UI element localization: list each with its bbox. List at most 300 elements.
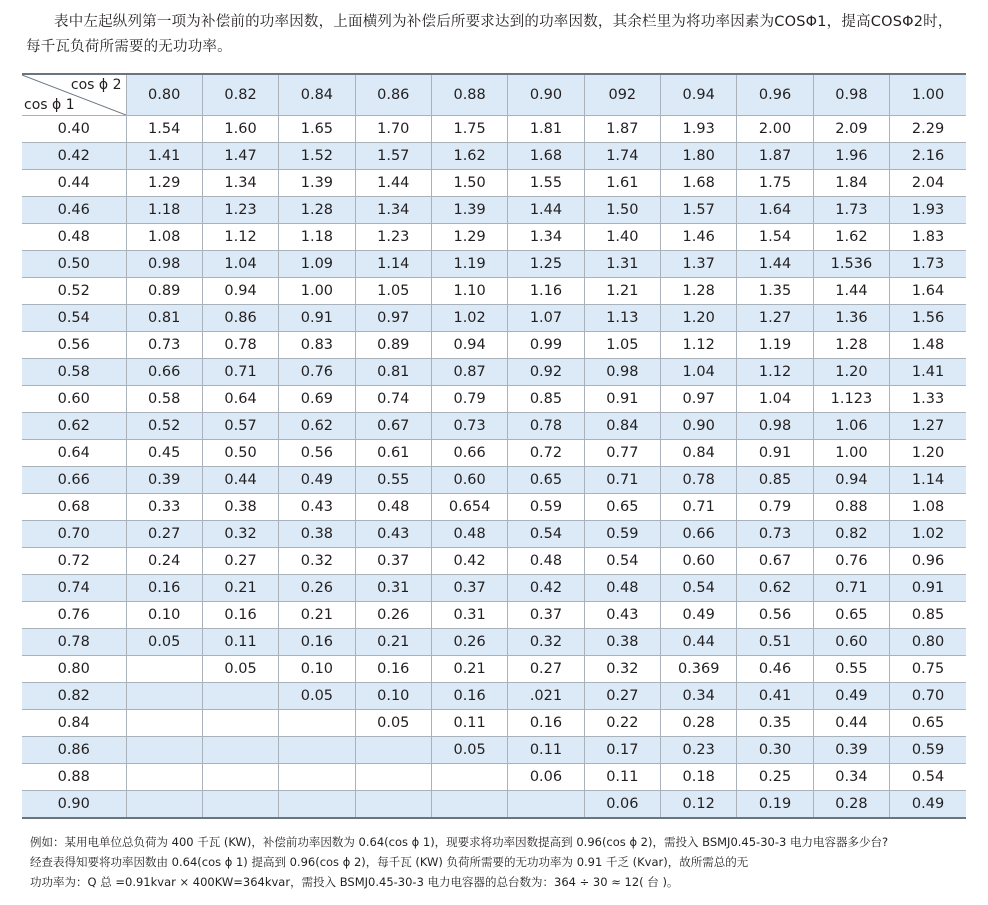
cos-phi2-label: cos ϕ 2 (70, 77, 122, 93)
value-cell: 0.91 (279, 305, 355, 332)
intro-line-2: 每千瓦负荷所需要的无功功率。 (26, 39, 232, 55)
value-cell (431, 764, 507, 791)
value-cell: 0.27 (584, 683, 660, 710)
header-cell: 0.96 (737, 74, 813, 116)
value-cell: 0.91 (890, 575, 966, 602)
value-cell: 0.05 (355, 710, 431, 737)
value-cell: 0.65 (584, 494, 660, 521)
table-row (22, 602, 966, 629)
value-cell: 1.02 (890, 521, 966, 548)
row-header-cell: 0.54 (22, 305, 126, 332)
value-cell (279, 737, 355, 764)
value-cell: 0.70 (890, 683, 966, 710)
value-cell: 0.06 (508, 764, 584, 791)
table-row (22, 575, 966, 602)
value-cell: 0.26 (279, 575, 355, 602)
value-cell: 0.89 (126, 278, 202, 305)
table-row (22, 791, 966, 819)
value-cell: 0.17 (584, 737, 660, 764)
value-cell: 1.64 (890, 278, 966, 305)
value-cell: 0.38 (584, 629, 660, 656)
row-header-cell: 0.50 (22, 251, 126, 278)
value-cell: 0.41 (737, 683, 813, 710)
row-header-cell: 0.48 (22, 224, 126, 251)
value-cell: 0.44 (661, 629, 737, 656)
value-cell: 1.44 (355, 170, 431, 197)
value-cell: 1.61 (584, 170, 660, 197)
value-cell: 0.54 (584, 548, 660, 575)
value-cell: 0.42 (508, 575, 584, 602)
value-cell (126, 764, 202, 791)
row-header-cell: 0.46 (22, 197, 126, 224)
value-cell: 0.54 (508, 521, 584, 548)
row-header-cell: 0.42 (22, 143, 126, 170)
value-cell: 0.43 (584, 602, 660, 629)
value-cell: 1.74 (584, 143, 660, 170)
value-cell: 0.92 (508, 359, 584, 386)
value-cell: 0.16 (126, 575, 202, 602)
value-cell: 2.00 (737, 116, 813, 143)
value-cell: 1.41 (126, 143, 202, 170)
row-header-cell: 0.84 (22, 710, 126, 737)
value-cell: 0.66 (126, 359, 202, 386)
value-cell: 1.60 (202, 116, 278, 143)
value-cell: 0.65 (813, 602, 889, 629)
row-header-cell: 0.68 (22, 494, 126, 521)
value-cell: 1.14 (355, 251, 431, 278)
value-cell: 0.61 (355, 440, 431, 467)
value-cell: 1.19 (431, 251, 507, 278)
value-cell: 0.86 (202, 305, 278, 332)
value-cell: 0.75 (890, 656, 966, 683)
value-cell: 1.34 (202, 170, 278, 197)
value-cell: 1.87 (737, 143, 813, 170)
table-row (22, 278, 966, 305)
value-cell: 1.08 (890, 494, 966, 521)
value-cell: 0.60 (431, 467, 507, 494)
value-cell: 1.46 (661, 224, 737, 251)
value-cell: 0.23 (661, 737, 737, 764)
intro-text (26, 10, 976, 60)
value-cell: 1.64 (737, 197, 813, 224)
value-cell: 0.67 (737, 548, 813, 575)
value-cell: 0.49 (279, 467, 355, 494)
value-cell: 0.59 (584, 521, 660, 548)
row-header-cell: 0.88 (22, 764, 126, 791)
value-cell: 0.88 (813, 494, 889, 521)
value-cell: 1.70 (355, 116, 431, 143)
value-cell: 0.12 (661, 791, 737, 819)
value-cell: 1.33 (890, 386, 966, 413)
table-row (22, 656, 966, 683)
value-cell: 0.99 (508, 332, 584, 359)
value-cell: 0.39 (813, 737, 889, 764)
value-cell: 1.68 (508, 143, 584, 170)
value-cell: 0.44 (202, 467, 278, 494)
value-cell: 1.41 (890, 359, 966, 386)
value-cell: 0.82 (813, 521, 889, 548)
value-cell: 0.38 (202, 494, 278, 521)
value-cell: 1.28 (279, 197, 355, 224)
row-header-cell: 0.52 (22, 278, 126, 305)
value-cell: 0.64 (202, 386, 278, 413)
value-cell (202, 710, 278, 737)
value-cell: 1.75 (431, 116, 507, 143)
value-cell: 0.58 (126, 386, 202, 413)
value-cell: 0.65 (508, 467, 584, 494)
value-cell (355, 764, 431, 791)
value-cell: 0.45 (126, 440, 202, 467)
value-cell: 2.16 (890, 143, 966, 170)
table-row (22, 413, 966, 440)
value-cell: 0.48 (431, 521, 507, 548)
value-cell: 2.04 (890, 170, 966, 197)
value-cell: 1.27 (890, 413, 966, 440)
corner-cell (22, 74, 126, 116)
value-cell: 0.60 (813, 629, 889, 656)
value-cell: 0.51 (737, 629, 813, 656)
table-row (22, 737, 966, 764)
value-cell: 0.56 (279, 440, 355, 467)
value-cell (279, 764, 355, 791)
value-cell: 1.34 (355, 197, 431, 224)
value-cell: 0.11 (431, 710, 507, 737)
value-cell: 0.06 (584, 791, 660, 819)
row-header-cell: 0.58 (22, 359, 126, 386)
value-cell: 1.62 (813, 224, 889, 251)
value-cell: 1.23 (202, 197, 278, 224)
value-cell: 0.91 (584, 386, 660, 413)
value-cell: 1.31 (584, 251, 660, 278)
value-cell: 0.43 (355, 521, 431, 548)
value-cell: 0.369 (661, 656, 737, 683)
value-cell (126, 710, 202, 737)
value-cell: 0.66 (661, 521, 737, 548)
table-row (22, 359, 966, 386)
value-cell: 1.81 (508, 116, 584, 143)
value-cell: 0.59 (508, 494, 584, 521)
value-cell: 1.20 (890, 440, 966, 467)
value-cell: 1.09 (279, 251, 355, 278)
value-cell: 1.04 (661, 359, 737, 386)
value-cell: 0.98 (126, 251, 202, 278)
value-cell: 1.50 (584, 197, 660, 224)
value-cell: 0.28 (813, 791, 889, 819)
value-cell: 0.21 (355, 629, 431, 656)
value-cell: 1.68 (661, 170, 737, 197)
value-cell: 0.76 (813, 548, 889, 575)
value-cell: 0.87 (431, 359, 507, 386)
value-cell: 1.21 (584, 278, 660, 305)
value-cell: 1.40 (584, 224, 660, 251)
table-row (22, 521, 966, 548)
value-cell: 1.50 (431, 170, 507, 197)
header-cell: 092 (584, 74, 660, 116)
value-cell: 0.71 (661, 494, 737, 521)
value-cell: 0.73 (737, 521, 813, 548)
table-row (22, 494, 966, 521)
value-cell: 1.55 (508, 170, 584, 197)
value-cell: 0.49 (661, 602, 737, 629)
value-cell: 0.97 (355, 305, 431, 332)
value-cell: 1.06 (813, 413, 889, 440)
row-header-cell: 0.82 (22, 683, 126, 710)
value-cell: 1.35 (737, 278, 813, 305)
footnote-line-2: 经查表得知要将功率因数由 0.64(cos ϕ 1) 提高到 0.96(cos ϕ 2)，每千瓦 (KW) 负荷所需要的无功功率为 0.91 千乏 (Kvar)，故所需总的无 (30, 855, 749, 869)
value-cell: 1.12 (661, 332, 737, 359)
value-cell: 0.57 (202, 413, 278, 440)
value-cell: 1.87 (584, 116, 660, 143)
value-cell: 0.94 (202, 278, 278, 305)
value-cell: 0.71 (584, 467, 660, 494)
value-cell: 1.54 (126, 116, 202, 143)
value-cell: 0.32 (279, 548, 355, 575)
value-cell: 0.78 (508, 413, 584, 440)
value-cell (431, 791, 507, 819)
footnote (30, 832, 970, 892)
value-cell: 1.16 (508, 278, 584, 305)
value-cell: 1.62 (431, 143, 507, 170)
table-row (22, 143, 966, 170)
value-cell: 0.62 (737, 575, 813, 602)
row-header-cell: 0.90 (22, 791, 126, 819)
value-cell: 0.48 (355, 494, 431, 521)
value-cell (126, 683, 202, 710)
value-cell: 0.05 (126, 629, 202, 656)
table-row (22, 224, 966, 251)
value-cell: 0.27 (202, 548, 278, 575)
value-cell: 1.57 (661, 197, 737, 224)
value-cell: 1.39 (279, 170, 355, 197)
table-row (22, 332, 966, 359)
value-cell: 0.34 (661, 683, 737, 710)
value-cell: 0.16 (279, 629, 355, 656)
value-cell: 0.25 (737, 764, 813, 791)
value-cell: 0.65 (890, 710, 966, 737)
value-cell: 0.27 (508, 656, 584, 683)
value-cell (126, 656, 202, 683)
header-cell: 0.82 (202, 74, 278, 116)
value-cell: 0.81 (126, 305, 202, 332)
value-cell: 0.94 (431, 332, 507, 359)
value-cell: 1.57 (355, 143, 431, 170)
value-cell: 1.93 (890, 197, 966, 224)
header-cell: 0.80 (126, 74, 202, 116)
value-cell: 1.08 (126, 224, 202, 251)
header-cell: 0.90 (508, 74, 584, 116)
value-cell (279, 710, 355, 737)
value-cell (355, 791, 431, 819)
value-cell: 0.21 (279, 602, 355, 629)
value-cell: 0.84 (584, 413, 660, 440)
value-cell: 1.07 (508, 305, 584, 332)
table-row (22, 467, 966, 494)
value-cell: 1.23 (355, 224, 431, 251)
value-cell: 0.28 (661, 710, 737, 737)
value-cell: 1.14 (890, 467, 966, 494)
value-cell: 0.60 (661, 548, 737, 575)
value-cell: 0.16 (355, 656, 431, 683)
value-cell: 0.50 (202, 440, 278, 467)
value-cell: 0.54 (890, 764, 966, 791)
value-cell: 0.37 (508, 602, 584, 629)
header-cell: 0.98 (813, 74, 889, 116)
value-cell: 0.10 (355, 683, 431, 710)
row-header-cell: 0.86 (22, 737, 126, 764)
value-cell: 0.46 (737, 656, 813, 683)
value-cell: 0.32 (508, 629, 584, 656)
value-cell: 1.36 (813, 305, 889, 332)
value-cell: 1.54 (737, 224, 813, 251)
value-cell: 2.29 (890, 116, 966, 143)
row-header-cell: 0.80 (22, 656, 126, 683)
value-cell: 0.90 (661, 413, 737, 440)
value-cell: 0.49 (813, 683, 889, 710)
value-cell: 0.16 (508, 710, 584, 737)
value-cell: 1.37 (661, 251, 737, 278)
value-cell: 0.72 (508, 440, 584, 467)
value-cell: 1.34 (508, 224, 584, 251)
table-row (22, 386, 966, 413)
value-cell: 0.32 (202, 521, 278, 548)
value-cell: 0.34 (813, 764, 889, 791)
value-cell: 0.85 (737, 467, 813, 494)
row-header-cell: 0.56 (22, 332, 126, 359)
row-header-cell: 0.62 (22, 413, 126, 440)
value-cell: 1.29 (126, 170, 202, 197)
value-cell: 1.73 (813, 197, 889, 224)
footnote-line-3: 功功率为：Q 总 =0.91kvar × 400KW=364kvar，需投入 BSMJ0.45-30-3 电力电容器的总台数为：364 ÷ 30 ≈ 12( 台 )。 (30, 875, 679, 889)
value-cell: 0.38 (279, 521, 355, 548)
value-cell (202, 737, 278, 764)
value-cell: 1.29 (431, 224, 507, 251)
value-cell: 0.27 (126, 521, 202, 548)
value-cell: 1.75 (737, 170, 813, 197)
row-header-cell: 0.74 (22, 575, 126, 602)
table-row (22, 548, 966, 575)
table-row (22, 683, 966, 710)
value-cell: 0.24 (126, 548, 202, 575)
table-body (22, 116, 966, 819)
value-cell: 0.67 (355, 413, 431, 440)
value-cell: 0.10 (126, 602, 202, 629)
value-cell: 1.04 (737, 386, 813, 413)
table-row (22, 440, 966, 467)
value-cell: 1.44 (813, 278, 889, 305)
value-cell: 0.52 (126, 413, 202, 440)
value-cell: 0.654 (431, 494, 507, 521)
value-cell: 1.13 (584, 305, 660, 332)
value-cell: 0.98 (584, 359, 660, 386)
value-cell: 0.11 (508, 737, 584, 764)
value-cell: 1.44 (508, 197, 584, 224)
table-row (22, 170, 966, 197)
value-cell: 0.78 (202, 332, 278, 359)
value-cell: 1.52 (279, 143, 355, 170)
row-header-cell: 0.70 (22, 521, 126, 548)
value-cell: 0.91 (737, 440, 813, 467)
table-row (22, 764, 966, 791)
value-cell: 1.48 (890, 332, 966, 359)
header-cell: 0.84 (279, 74, 355, 116)
value-cell: 0.73 (126, 332, 202, 359)
value-cell: 1.28 (661, 278, 737, 305)
value-cell: 1.47 (202, 143, 278, 170)
value-cell: 1.18 (126, 197, 202, 224)
value-cell: 0.48 (584, 575, 660, 602)
value-cell: 0.30 (737, 737, 813, 764)
table-row (22, 251, 966, 278)
value-cell: 1.02 (431, 305, 507, 332)
value-cell: 0.05 (202, 656, 278, 683)
value-cell: 0.19 (737, 791, 813, 819)
header-cell: 0.94 (661, 74, 737, 116)
value-cell (126, 791, 202, 819)
value-cell: 0.35 (737, 710, 813, 737)
value-cell: 1.123 (813, 386, 889, 413)
value-cell: 1.73 (890, 251, 966, 278)
header-cell: 1.00 (890, 74, 966, 116)
value-cell: 0.32 (584, 656, 660, 683)
value-cell: 0.89 (355, 332, 431, 359)
value-cell (202, 791, 278, 819)
value-cell: 0.26 (431, 629, 507, 656)
value-cell (202, 764, 278, 791)
value-cell: 1.84 (813, 170, 889, 197)
row-header-cell: 0.44 (22, 170, 126, 197)
value-cell: 0.37 (355, 548, 431, 575)
value-cell: 0.05 (279, 683, 355, 710)
value-cell: 0.22 (584, 710, 660, 737)
value-cell: 0.77 (584, 440, 660, 467)
table-row (22, 197, 966, 224)
value-cell: 1.536 (813, 251, 889, 278)
value-cell (355, 737, 431, 764)
value-cell: 0.26 (355, 602, 431, 629)
row-header-cell: 0.78 (22, 629, 126, 656)
value-cell: 1.96 (813, 143, 889, 170)
value-cell (202, 683, 278, 710)
value-cell: 0.73 (431, 413, 507, 440)
value-cell: 0.84 (661, 440, 737, 467)
value-cell: 0.21 (431, 656, 507, 683)
value-cell: 1.10 (431, 278, 507, 305)
cos-phi1-label: cos ϕ 1 (24, 97, 75, 113)
value-cell: 1.12 (202, 224, 278, 251)
row-header-cell: 0.40 (22, 116, 126, 143)
value-cell: 0.42 (431, 548, 507, 575)
value-cell: 0.79 (737, 494, 813, 521)
value-cell: 0.55 (355, 467, 431, 494)
value-cell: 1.80 (661, 143, 737, 170)
row-header-cell: 0.64 (22, 440, 126, 467)
value-cell: 0.31 (431, 602, 507, 629)
value-cell (508, 791, 584, 819)
value-cell: 0.62 (279, 413, 355, 440)
value-cell: 0.55 (813, 656, 889, 683)
intro-line-1: 表中左起纵列第一项为补偿前的功率因数，上面横列为补偿后所要求达到的功率因数，其余栏里为将功率因素为COSΦ1，提高COSΦ2时， (54, 14, 953, 30)
value-cell (126, 737, 202, 764)
value-cell: 0.18 (661, 764, 737, 791)
value-cell: 1.19 (737, 332, 813, 359)
value-cell: .021 (508, 683, 584, 710)
value-cell: 0.48 (508, 548, 584, 575)
value-cell: 1.39 (431, 197, 507, 224)
value-cell: 1.25 (508, 251, 584, 278)
value-cell: 0.80 (890, 629, 966, 656)
value-cell: 1.05 (355, 278, 431, 305)
value-cell: 1.00 (813, 440, 889, 467)
